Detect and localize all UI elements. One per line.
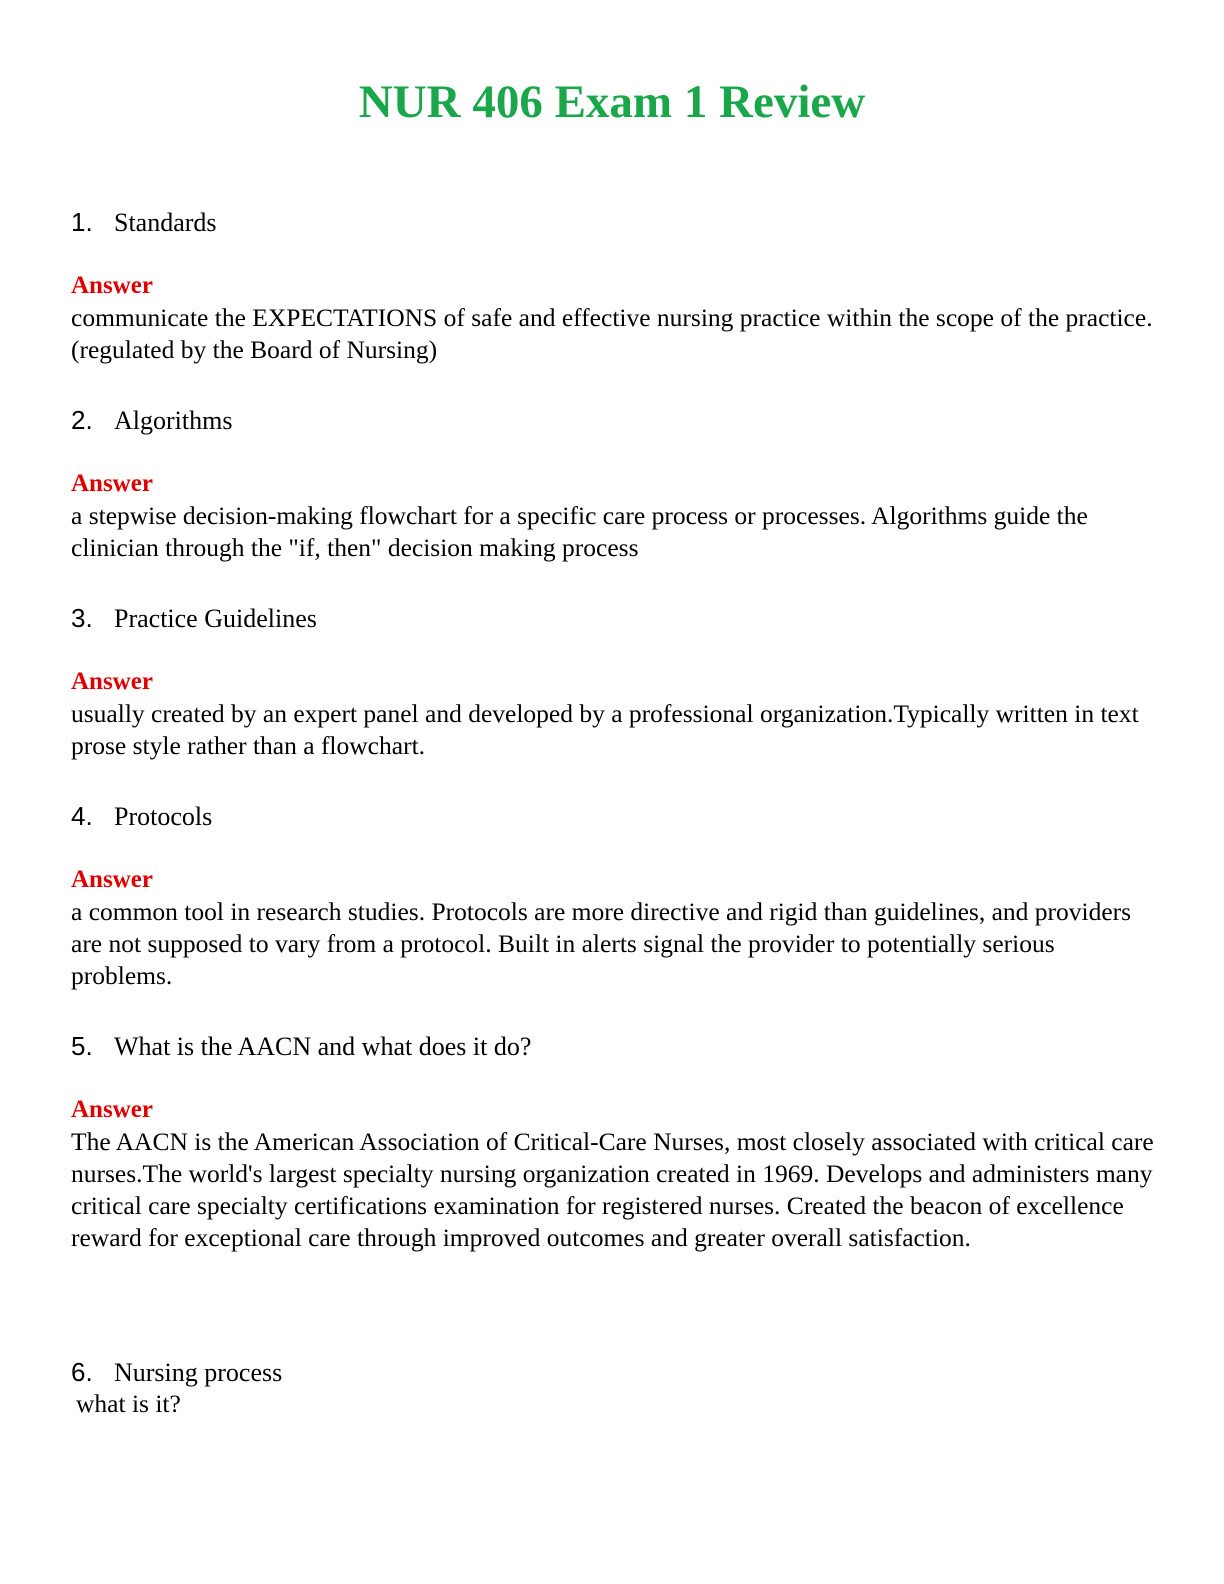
answer-text: usually created by an expert panel and developed by a professional organization.Typically written in text prose style rather than a flowchart.	[71, 699, 1139, 760]
qa-item-4	[71, 800, 1161, 992]
question-text: Nursing process	[114, 1358, 283, 1387]
document-title: NUR 406 Exam 1 Review	[358, 76, 866, 128]
question-number: 4.	[71, 801, 93, 831]
qa-item-2	[71, 404, 1161, 564]
question	[71, 800, 1161, 832]
question-text: Standards	[114, 208, 217, 237]
answer-text: The AACN is the American Association of Critical-Care Nurses, most closely associated with critical care nurses.The world's largest specialty nursing organization created in 1969. Develops and administers many critical care specialty certifications examination for registered nurses. Created the beacon of excellence reward for exceptional care through improved outcomes and greater overall satisfaction.	[71, 1127, 1154, 1252]
answer-label: Answer	[71, 470, 153, 497]
question	[71, 1356, 1161, 1388]
question	[71, 602, 1161, 634]
qa-item-5	[71, 1030, 1161, 1254]
answer-text: a stepwise decision-making flowchart for a specific care process or processes. Algorithms guide the clinician through the "if, then" decision making process	[71, 501, 1088, 562]
question-text: Practice Guidelines	[114, 604, 317, 633]
question-number: 2.	[71, 405, 93, 435]
answer-label: Answer	[71, 272, 153, 299]
question-number: 1.	[71, 207, 93, 237]
question	[71, 206, 1161, 238]
answer-text: communicate the EXPECTATIONS of safe and effective nursing practice within the scope of the practice. (regulated by the Board of Nursing)	[71, 303, 1153, 364]
question	[71, 1030, 1161, 1062]
qa-item-6	[71, 1356, 1161, 1420]
question-number: 6.	[71, 1357, 93, 1387]
question-text: Algorithms	[114, 406, 233, 435]
answer-label: Answer	[71, 866, 153, 893]
question-number: 3.	[71, 603, 93, 633]
question-text: Protocols	[114, 802, 213, 831]
answer-label: Answer	[71, 668, 153, 695]
question-subtext: what is it?	[76, 1389, 181, 1418]
question-number: 5.	[71, 1031, 93, 1061]
qa-item-1	[71, 206, 1161, 366]
answer-label: Answer	[71, 1096, 153, 1123]
question-text: What is the AACN and what does it do?	[114, 1032, 532, 1061]
question	[71, 404, 1161, 436]
answer-text: a common tool in research studies. Protocols are more directive and rigid than guidelines, and providers are not supposed to vary from a protocol. Built in alerts signal the provider to potentially serious problems.	[71, 897, 1132, 990]
qa-item-3	[71, 602, 1161, 762]
